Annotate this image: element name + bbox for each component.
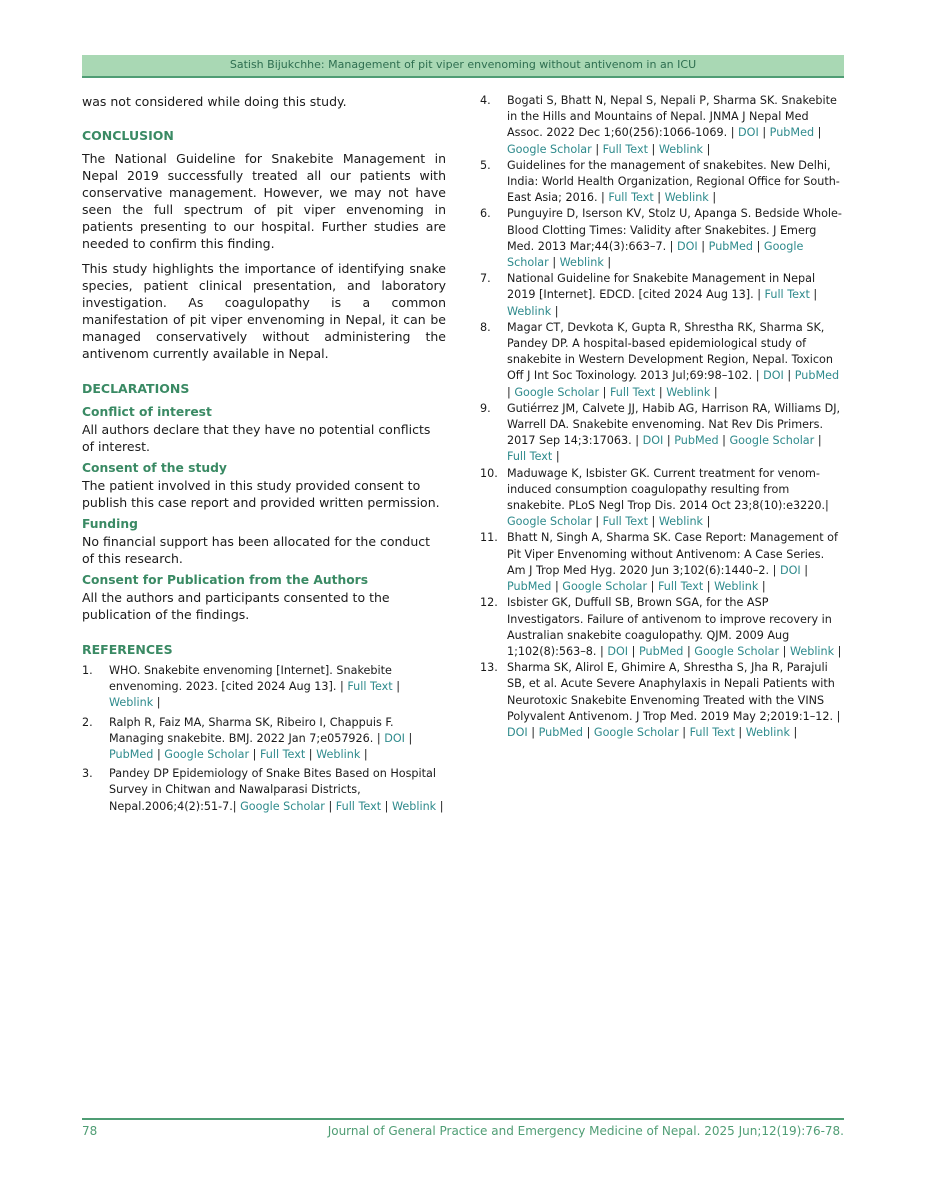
publication-consent-text: All the authors and participants consented to the publication of the findings. xyxy=(82,590,390,622)
reference-item: 6. Punguyire D, Iserson KV, Stolz U, Apanga S. Bedside Whole-Blood Clotting Times: Validity after Snakebites. J Emerg Med. 2013 Mar;44(3):663–7. | DOI | PubMed | Google Scholar | Weblink | xyxy=(480,207,842,270)
reference-item: 8. Magar CT, Devkota K, Gupta R, Shrestha RK, Sharma SK, Pandey DP. A hospital-based epidemiological study of snakebite in Western Development Region, Nepal. Toxicon Off J Int Soc Toxinology. 2013 Jul;69:98–102. | DOI | PubMed | Google Scholar | Full Text | Weblink | xyxy=(480,320,840,399)
reference-text: Bogati S, Bhatt N, Nepal S, Nepali P, Sharma SK. Snakebite in the Hills and Mountains of Nepal. JNMA J Nepal Med Assoc. 2022 Dec 1;60(256):1066-1069. | xyxy=(507,94,837,140)
references-heading: REFERENCES xyxy=(82,642,173,657)
reference-number: 4. xyxy=(480,94,491,107)
reference-item: 11. Bhatt N, Singh A, Sharma SK. Case Report: Management of Pit Viper Envenoming without Antivenom: A Case Series. Am J Trop Med Hyg. 2020 Jun 3;102(6):1440–2. | DOI | PubMed | Google Scholar | Full Text | Weblink | xyxy=(480,531,838,594)
conflict-of-interest-heading: Conflict of interest xyxy=(82,405,212,419)
conclusion-paragraph-1: The National Guideline for Snakebite Management in Nepal 2019 successfully treated all our patients with conservative management. However, we may not have seen the full spectrum of pit viper envenoming in patients presenting to our hospital. Further studies are needed to confirm this finding. xyxy=(82,151,446,251)
reference-link[interactable]: Weblink xyxy=(664,191,709,205)
reference-link[interactable]: PubMed xyxy=(794,369,840,383)
reference-link[interactable]: Full Text xyxy=(602,515,648,529)
reference-item: 1. WHO. Snakebite envenoming [Internet]. Snakebite envenoming. 2023. [cited 2024 Aug 13]. | Full Text | Weblink | xyxy=(82,664,400,710)
reference-link[interactable]: DOI xyxy=(780,563,801,577)
reference-item: 9. Gutiérrez JM, Calvete JJ, Habib AG, Harrison RA, Williams DJ, Warrell DA. Snakebite envenoming. Nat Rev Dis Primers. 2017 Sep 14;3:17063. | DOI | PubMed | Google Scholar | Full Text | xyxy=(480,401,841,464)
reference-link[interactable]: Google Scholar xyxy=(514,385,600,399)
reference-link[interactable]: Full Text xyxy=(608,191,654,205)
page-number: 78 xyxy=(82,1124,98,1138)
running-header xyxy=(82,55,844,78)
footer-rule xyxy=(82,1118,844,1120)
reference-number: 5. xyxy=(480,158,491,172)
reference-number: 6. xyxy=(480,207,491,221)
reference-link[interactable]: PubMed xyxy=(769,126,815,140)
reference-link[interactable]: DOI xyxy=(607,644,629,658)
reference-link[interactable]: Google Scholar xyxy=(240,799,325,813)
reference-link[interactable]: PubMed xyxy=(507,580,552,594)
reference-link[interactable]: Weblink xyxy=(507,304,552,318)
conclusion-heading: CONCLUSION xyxy=(82,128,174,143)
reference-link[interactable]: Weblink xyxy=(658,142,704,156)
reference-link[interactable]: Google Scholar xyxy=(562,580,648,594)
reference-number: 1. xyxy=(82,664,93,677)
reference-link[interactable]: DOI xyxy=(738,126,759,140)
reference-item: 12. Isbister GK, Duffull SB, Brown SGA, for the ASP Investigators. Failure of antivenom to improve recovery in Australian snakebite coagulopathy. QJM. 2009 Aug 1;102(8):563–8. | DOI | PubMed | Google Scholar | Weblink | xyxy=(480,596,842,658)
reference-number: 7. xyxy=(480,272,491,286)
reference-link[interactable]: Google Scholar xyxy=(729,434,815,448)
reference-number: 13. xyxy=(480,661,498,675)
journal-citation: Journal of General Practice and Emergency Medicine of Nepal. 2025 Jun;12(19):76-78. xyxy=(327,1124,844,1138)
reference-item: 5. Guidelines for the management of snakebites. New Delhi, India: World Health Organization, Regional Office for South-East Asia; 2016. | Full Text | Weblink | xyxy=(480,158,840,205)
conflict-of-interest-text: All authors declare that they have no potential conflicts of interest. xyxy=(82,422,431,454)
reference-link[interactable]: Weblink xyxy=(658,515,704,529)
reference-link[interactable]: Full Text xyxy=(764,288,810,302)
reference-link[interactable]: Full Text xyxy=(609,385,656,399)
conclusion-paragraph-2: This study highlights the importance of identifying snake species, patient clinical presentation, and laboratory investigation. As coagulopathy is a common manifestation of pit viper envenoming in Nepal, it can be managed conservatively without administering the antivenom currently available in Nepal. xyxy=(82,261,446,361)
reference-link[interactable]: DOI xyxy=(642,434,664,448)
reference-link[interactable]: Weblink xyxy=(745,725,790,739)
reference-text: Magar CT, Devkota K, Gupta R, Shrestha RK, Sharma SK, Pandey DP. A hospital-based epidemiological study of snakebite in Western Development Region, Nepal. Toxicon Off J Int Soc Toxinology. 2013 Jul;69:98–102. | xyxy=(507,320,833,383)
consent-of-study-text: The patient involved in this study provided consent to publish this case report and provided written permission. xyxy=(82,478,440,510)
left-column xyxy=(82,93,446,818)
reference-text: Isbister GK, Duffull SB, Brown SGA, for the ASP Investigators. Failure of antivenom to improve recovery in Australian snakebite coagulopathy. QJM. 2009 Aug 1;102(8):563–8. | xyxy=(507,596,832,658)
funding-text: No financial support has been allocated for the conduct of this research. xyxy=(82,534,431,566)
reference-text: Pandey DP Epidemiology of Snake Bites Based on Hospital Survey in Chitwan and Nawalparasi Districts, Nepal.2006;4(2):51-7.| xyxy=(109,767,436,813)
reference-text: Bhatt N, Singh A, Sharma SK. Case Report: Management of Pit Viper Envenoming without Antivenom: A Case Series. Am J Trop Med Hyg. 2020 Jun 3;102(6):1440–2. | xyxy=(507,531,838,577)
reference-link[interactable]: Weblink xyxy=(316,748,361,762)
reference-link[interactable]: PubMed xyxy=(538,725,584,739)
reference-link[interactable]: Google Scholar xyxy=(507,239,804,270)
reference-link[interactable]: Google Scholar xyxy=(164,748,250,762)
reference-link[interactable]: Weblink xyxy=(391,799,437,813)
reference-link[interactable]: Weblink xyxy=(109,696,154,710)
reference-link[interactable]: PubMed xyxy=(639,644,684,658)
reference-item: 2. Ralph R, Faiz MA, Sharma SK, Ribeiro I, Chappuis F. Managing snakebite. BMJ. 2022 Jan 7;e057926. | DOI | PubMed | Google Scholar | Full Text | Weblink | xyxy=(82,715,413,762)
reference-item: 4. Bogati S, Bhatt N, Nepal S, Nepali P, Sharma SK. Snakebite in the Hills and Mountains of Nepal. JNMA J Nepal Med Assoc. 2022 Dec 1;60(256):1066-1069. | DOI | PubMed | Google Scholar | Full Text | Weblink | xyxy=(480,94,837,156)
reference-text: National Guideline for Snakebite Management in Nepal 2019 [Internet]. EDCD. [cited 2024 Aug 13]. | xyxy=(507,272,816,302)
reference-text: Ralph R, Faiz MA, Sharma SK, Ribeiro I, Chappuis F. Managing snakebite. BMJ. 2022 Jan 7;e057926. | xyxy=(109,715,394,745)
reference-number: 8. xyxy=(480,320,491,334)
running-title: Satish Bijukchhe: Management of pit viper envenoming without antivenom in an ICU xyxy=(229,58,697,71)
reference-link[interactable]: Full Text xyxy=(259,748,306,762)
reference-item: 3. Pandey DP Epidemiology of Snake Bites Based on Hospital Survey in Chitwan and Nawalparasi Districts, Nepal.2006;4(2):51-7.| Google Scholar | Full Text | Weblink | xyxy=(82,767,444,813)
reference-link[interactable]: DOI xyxy=(763,369,784,383)
carryover-text: was not considered while doing this study. xyxy=(82,94,347,109)
reference-link[interactable]: Full Text xyxy=(602,142,648,156)
reference-link[interactable]: Google Scholar xyxy=(593,725,679,739)
reference-list-right xyxy=(480,93,844,741)
reference-text: Gutiérrez JM, Calvete JJ, Habib AG, Harrison RA, Williams DJ, Warrell DA. Snakebite envenoming. Nat Rev Dis Primers. 2017 Sep 14;3:17063. | xyxy=(507,401,841,448)
declarations-heading: DECLARATIONS xyxy=(82,381,190,396)
reference-link[interactable]: DOI xyxy=(384,731,405,745)
reference-list-left xyxy=(82,663,446,815)
publication-consent-heading: Consent for Publication from the Authors xyxy=(82,573,369,587)
reference-number: 9. xyxy=(480,401,491,415)
reference-link[interactable]: Google Scholar xyxy=(694,644,780,658)
right-column xyxy=(480,93,844,741)
reference-link[interactable]: Google Scholar xyxy=(507,142,592,156)
reference-link[interactable]: Full Text xyxy=(657,580,704,594)
reference-item: 10. Maduwage K, Isbister GK. Current treatment for venom-induced consumption coagulopathy resulting from snakebite. PLoS Negl Trop Dis. 2014 Oct 23;8(10):e3220.| Google Scholar | Full Text | Weblink | xyxy=(480,466,829,529)
reference-link[interactable]: DOI xyxy=(677,239,698,253)
reference-text: Guidelines for the management of snakebites. New Delhi, India: World Health Organization, Regional Office for South-East Asia; 2016. | xyxy=(507,158,840,205)
reference-text: Punguyire D, Iserson KV, Stolz U, Apanga S. Bedside Whole-Blood Clotting Times: Validity after Snakebites. J Emerg Med. 2013 Mar;44(3):663–7. | xyxy=(507,207,842,253)
consent-of-study-heading: Consent of the study xyxy=(82,461,227,475)
reference-link[interactable]: PubMed xyxy=(708,239,754,253)
reference-number: 2. xyxy=(82,715,93,729)
reference-item: 13. Sharma SK, Alirol E, Ghimire A, Shrestha S, Jha R, Parajuli SB, et al. Acute Severe Anaphylaxis in Nepali Patients with Neurotoxic Snakebite Envenoming Treated with the VINS Polyvalent Antivenom. J Trop Med. 2019 May 2;2019:1–12. | DOI | PubMed | Google Scholar | Full Text | Weblink | xyxy=(480,661,841,739)
reference-link[interactable]: Weblink xyxy=(666,385,711,399)
reference-link[interactable]: DOI xyxy=(507,725,528,739)
reference-text: WHO. Snakebite envenoming [Internet]. Snakebite envenoming. 2023. [cited 2024 Aug 13]. | xyxy=(109,664,392,694)
reference-link[interactable]: Full Text xyxy=(335,799,382,813)
reference-link[interactable]: Full Text xyxy=(347,680,393,694)
reference-link[interactable]: Weblink xyxy=(714,580,759,594)
funding-heading: Funding xyxy=(82,517,138,531)
reference-number: 10. xyxy=(480,466,498,480)
reference-link[interactable]: Google Scholar xyxy=(507,515,592,529)
reference-text: Maduwage K, Isbister GK. Current treatment for venom-induced consumption coagulopathy resulting from snakebite. PLoS Negl Trop Dis. 2014 Oct 23;8(10):e3220.| xyxy=(507,466,829,513)
reference-number: 3. xyxy=(82,767,93,781)
reference-link[interactable]: Full Text xyxy=(689,725,735,739)
reference-link[interactable]: Weblink xyxy=(789,644,835,658)
reference-item: 7. National Guideline for Snakebite Management in Nepal 2019 [Internet]. EDCD. [cited 2024 Aug 13]. | Full Text | Weblink | xyxy=(480,272,818,318)
reference-number: 12. xyxy=(480,596,498,610)
reference-link[interactable]: Weblink xyxy=(559,256,604,270)
reference-link[interactable]: Full Text xyxy=(507,450,553,464)
reference-link[interactable]: PubMed xyxy=(674,434,719,448)
reference-text: Sharma SK, Alirol E, Ghimire A, Shrestha S, Jha R, Parajuli SB, et al. Acute Severe Anaphylaxis in Nepali Patients with Neurotoxic Snakebite Envenoming Treated with the VINS Polyvalent Antivenom. J Trop Med. 2019 May 2;2019:1–12. | xyxy=(507,661,841,723)
reference-number: 11. xyxy=(480,531,498,545)
reference-link[interactable]: PubMed xyxy=(109,748,154,762)
